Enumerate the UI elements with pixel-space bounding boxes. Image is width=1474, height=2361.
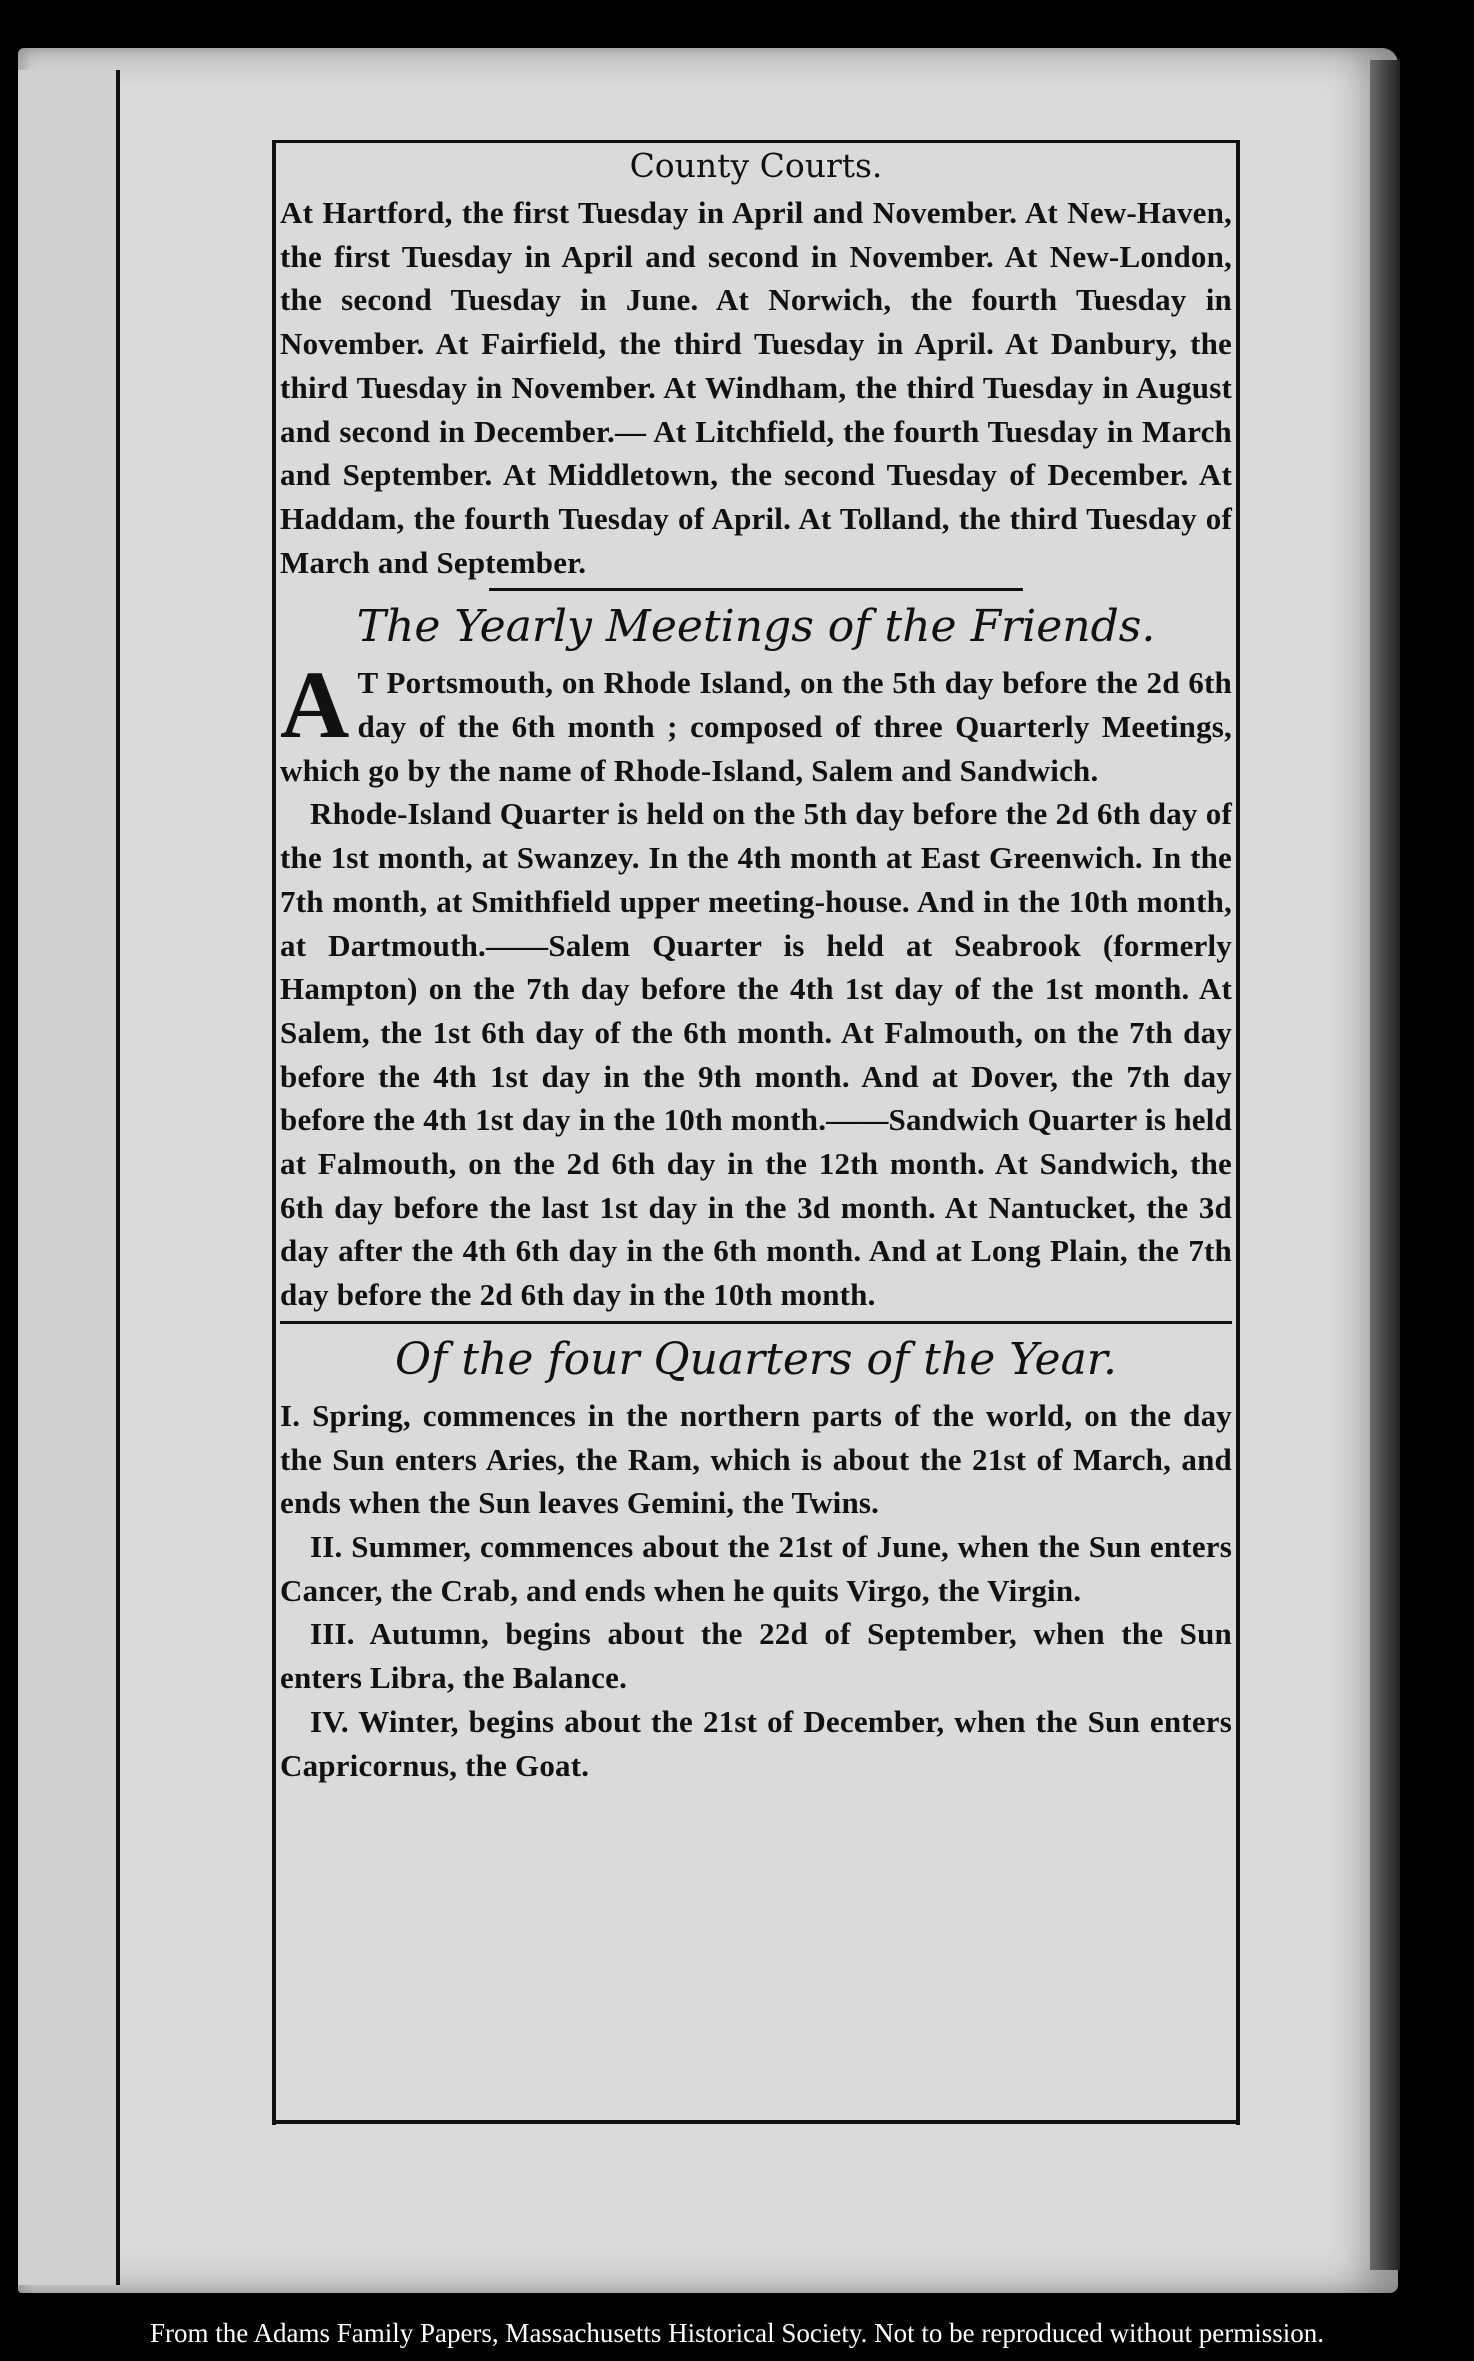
- county-courts-title: County Courts.: [629, 146, 883, 185]
- quarter-summer: II. Summer, commences about the 21st of June, when the Sun enters Cancer, the Crab, and ends when he quits Virgo, the Virgin.: [280, 1528, 1232, 1608]
- facing-page-edge: [18, 70, 120, 2285]
- friends-paragraph-2: Rhode-Island Quarter is held on the 5th day before the 2d 6th day of the 1st month, at Swanzey. In the 4th month at East Greenwich. In the 7th month, at Smithfield upper meeting-house. And in the 10th month, at Dartmouth.——Salem Quarter is held at Seabrook (formerly Hampton) on the 7th day before the 4th 1st day of the 1st month. At Salem, the 1st 6th day of the 6th month. At Falmouth, on the 7th day before the 4th 1st day in the 9th month. And at Dover, the 7th day before the 4th 1st day in the 10th month.——Sandwich Quarter is held at Falmouth, on the 2d 6th day in the 12th month. At Sandwich, the 6th day before the last 1st day in the 3d month. At Nantucket, the 3d day after the 4th 6th day in the 6th month. And at Long Plain, the 7th day before the 2d 6th day in the 10th month.: [280, 796, 1232, 1313]
- section-divider: [489, 588, 1022, 591]
- county-courts-text: At Hartford, the first Tuesday in April and November. At New-Haven, the first Tuesday in April and second in November. At New-London, the second Tuesday in June. At Norwich, the fourth Tuesday in November. At Fairfield, the third Tuesday in April. At Danbury, the third Tuesday in November. At Windham, the third Tuesday in August and second in December.— At Litchfield, the fourth Tuesday in March and September. At Middletown, the second Tuesday of December. At Haddam, the fourth Tuesday of April. At Tolland, the third Tuesday of March and September.: [280, 195, 1232, 580]
- block-bottom-rule: [272, 2120, 1240, 2124]
- friends-p1-text: T Portsmouth, on Rhode Island, on the 5th day before the 2d 6th day of the 6th month ; composed of three Quarterly Meetings, which go by the name of Rhode-Island, Salem and Sandwich.: [280, 665, 1232, 788]
- quarter-autumn: III. Autumn, begins about the 22d of September, when the Sun enters Libra, the Balance.: [280, 1616, 1232, 1696]
- copyright-footer: From the Adams Family Papers, Massachusetts Historical Society. Not to be reproduced without permission.: [149, 2318, 1325, 2348]
- section-divider: [280, 1321, 1232, 1324]
- quarter-spring: I. Spring, commences in the northern parts of the world, on the day the Sun enters Aries, the Ram, which is about the 21st of March, and ends when the Sun leaves Gemini, the Twins.: [280, 1397, 1232, 1521]
- almanac-text-block: [272, 140, 1240, 2125]
- friends-paragraph-1: [280, 651, 1232, 792]
- quarters-title: Of the four Quarters of the Year.: [394, 1333, 1117, 1385]
- quarter-winter: IV. Winter, begins about the 21st of December, when the Sun enters Capricornus, the Goat.: [280, 1703, 1232, 1783]
- drop-cap: A: [280, 651, 350, 759]
- page-edge-shadow: [1370, 60, 1400, 2270]
- friends-title: The Yearly Meetings of the Friends.: [356, 601, 1156, 653]
